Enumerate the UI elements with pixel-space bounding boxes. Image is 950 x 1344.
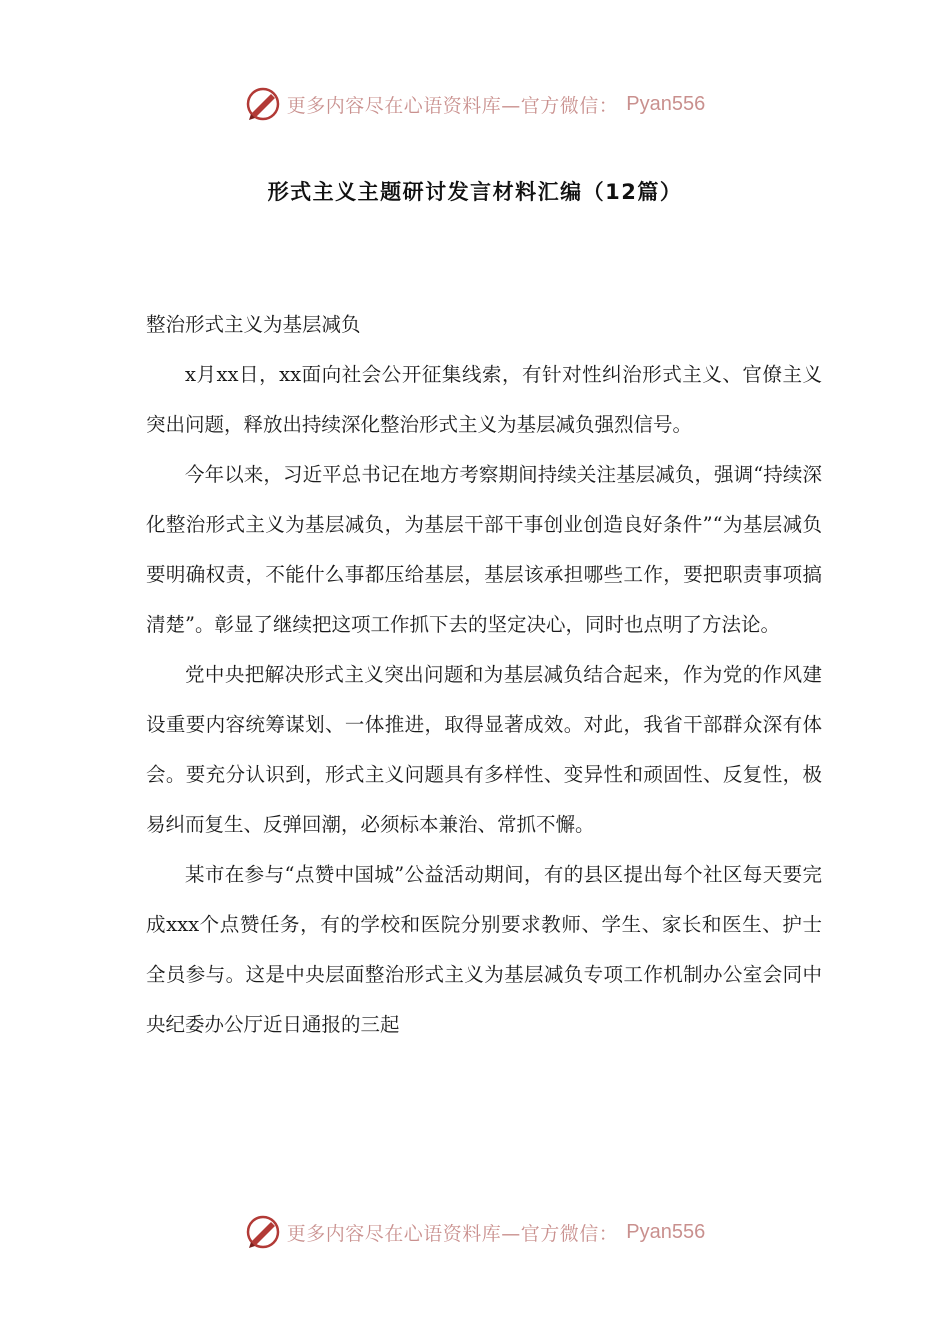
section-heading: 整治形式主义为基层减负	[146, 313, 361, 336]
document-body	[146, 300, 822, 1050]
watermark-wechat-id: Pyan556	[626, 1220, 706, 1243]
paragraph-3: 党中央把解决形式主义突出问题和为基层减负结合起来，作为党的作风建设重要内容统筹谋划、一体推进，取得显著成效。对此，我省干部群众深有体会。要充分认识到，形式主义问题具有多样性、变异性和顽固性、反复性，极易纠而复生、反弹回潮，必须标本兼治、常抓不懈。	[146, 663, 822, 836]
header-watermark	[0, 84, 950, 124]
paragraph-2: 今年以来，习近平总书记在地方考察期间持续关注基层减负，强调“持续深化整治形式主义为基层减负，为基层干部干事创业创造良好条件”“为基层减负要明确权责，不能什么事都压给基层，基层该承担哪些工作，要把职责事项搞清楚”。彰显了继续把这项工作抓下去的坚定决心，同时也点明了方法论。	[146, 463, 822, 636]
watermark-text: 更多内容尽在心语资料库—官方微信：	[286, 94, 619, 117]
paragraph-4: 某市在参与“点赞中国城”公益活动期间，有的县区提出每个社区每天要完成xxx个点赞任务，有的学校和医院分别要求教师、学生、家长和医生、护士全员参与。这是中央层面整治形式主义为基层减负专项工作机制办公室会同中央纪委办公厅近日通报的三起	[146, 863, 822, 1036]
watermark-wechat-id: Pyan556	[626, 92, 706, 115]
pen-logo-icon	[245, 1214, 281, 1250]
paragraph-1: x月xx日，xx面向社会公开征集线索，有针对性纠治形式主义、官僚主义突出问题，释放出持续深化整治形式主义为基层减负强烈信号。	[146, 363, 822, 436]
pen-logo-icon	[245, 86, 281, 122]
footer-watermark	[0, 1212, 950, 1252]
document-title: 形式主义主题研讨发言材料汇编（12篇）	[267, 180, 683, 204]
watermark-text: 更多内容尽在心语资料库—官方微信：	[286, 1222, 619, 1245]
